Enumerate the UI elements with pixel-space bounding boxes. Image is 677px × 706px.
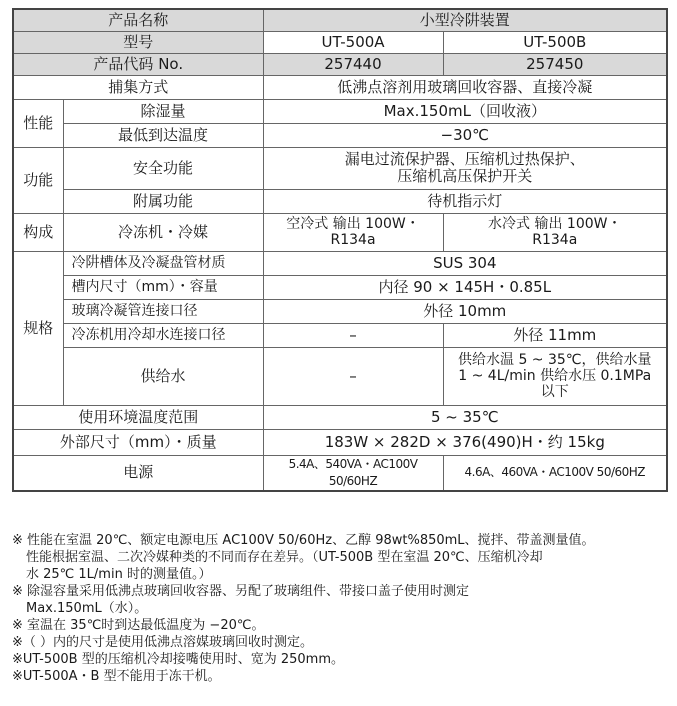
table-row bbox=[13, 53, 667, 75]
water-label: 供给水 bbox=[63, 347, 263, 405]
material-value: SUS 304 bbox=[263, 251, 667, 275]
power-a: 5.4A、540VA・AC100V 50/60HZ bbox=[263, 455, 443, 491]
function-label: 功能 bbox=[13, 147, 63, 213]
accessory-value: 待机指示灯 bbox=[263, 189, 667, 213]
footnote: 水 25℃ 1L/min 时的测量值。） bbox=[26, 567, 212, 582]
footnote: ※ 室温在 35℃时到达最低温度为 −20℃。 bbox=[12, 618, 265, 633]
table-row bbox=[13, 299, 667, 323]
table-row bbox=[13, 275, 667, 299]
footnote: ※ 性能在室温 20℃、额定电源电压 AC100V 50/60Hz、乙醇 98wt%850mL、搅拌、带盖测量值。 bbox=[12, 533, 595, 548]
refrig-b bbox=[443, 213, 667, 251]
table-row bbox=[13, 455, 667, 491]
refrig-b-line: R134a bbox=[532, 232, 578, 248]
table-row bbox=[13, 323, 667, 347]
table-row bbox=[13, 189, 667, 213]
cooling-label: 冷冻机用冷却水连接口径 bbox=[63, 323, 263, 347]
product-name: 小型冷阱装置 bbox=[263, 9, 667, 31]
power-label: 电源 bbox=[13, 455, 263, 491]
env-label: 使用环境温度范围 bbox=[13, 405, 263, 429]
glass-value: 外径 10mm bbox=[263, 299, 667, 323]
table-row bbox=[13, 405, 667, 429]
material-label: 冷阱槽体及冷凝盘管材质 bbox=[63, 251, 263, 275]
refrig-a-line: 空冷式 输出 100W・ bbox=[286, 216, 420, 232]
safety-line: 压缩机高压保护开关 bbox=[397, 167, 533, 185]
table-row bbox=[13, 31, 667, 53]
min-temp-value: −30℃ bbox=[263, 123, 667, 147]
tank-label: 槽内尺寸（mm）・容量 bbox=[63, 275, 263, 299]
table-row bbox=[13, 251, 667, 275]
water-b-line: 1 ~ 4L/min 供给水压 0.1MPa bbox=[458, 368, 652, 384]
table-row bbox=[13, 123, 667, 147]
spec-table bbox=[12, 8, 668, 492]
water-a: – bbox=[263, 347, 443, 405]
table-row bbox=[13, 99, 667, 123]
table-row bbox=[13, 213, 667, 251]
env-value: 5 ~ 35℃ bbox=[263, 405, 667, 429]
footnote: ※（ ）内的尺寸是使用低沸点溶媒玻璃回收时测定。 bbox=[12, 635, 314, 650]
size-label: 外部尺寸（mm）・质量 bbox=[13, 429, 263, 455]
capture-label: 捕集方式 bbox=[13, 75, 263, 99]
dehumid-label: 除湿量 bbox=[63, 99, 263, 123]
footnote: 性能根据室温、二次冷媒种类的不同而存在差异。（UT-500B 型在室温 20℃、压缩机冷却 bbox=[26, 550, 543, 565]
table-row bbox=[13, 75, 667, 99]
cooling-b: 外径 11mm bbox=[443, 323, 667, 347]
glass-label: 玻璃冷凝管连接口径 bbox=[63, 299, 263, 323]
water-b bbox=[443, 347, 667, 405]
code-a: 257440 bbox=[263, 53, 443, 75]
footnote: ※UT-500A・B 型不能用于冻干机。 bbox=[12, 669, 221, 684]
size-value: 183W × 282D × 376(490)H・约 15kg bbox=[263, 429, 667, 455]
dehumid-value: Max.150mL（回收液） bbox=[263, 99, 667, 123]
model-b: UT-500B bbox=[443, 31, 667, 53]
accessory-label: 附属功能 bbox=[63, 189, 263, 213]
code-label: 产品代码 No. bbox=[13, 53, 263, 75]
min-temp-label: 最低到达温度 bbox=[63, 123, 263, 147]
water-b-line: 供给水温 5 ~ 35℃，供给水量 bbox=[458, 352, 652, 368]
cooling-a: – bbox=[263, 323, 443, 347]
safety-line: 漏电过流保护器、压缩机过热保护、 bbox=[344, 150, 585, 168]
model-a: UT-500A bbox=[263, 31, 443, 53]
tank-value: 内径 90 × 145H・0.85L bbox=[263, 275, 667, 299]
footnote: ※UT-500B 型的压缩机冷却接嘴使用时、宽为 250mm。 bbox=[12, 652, 344, 667]
water-b-line: 以下 bbox=[540, 384, 569, 400]
power-b: 4.6A、460VA・AC100V 50/60HZ bbox=[443, 455, 667, 491]
refrig-label: 冷冻机・冷媒 bbox=[63, 213, 263, 251]
structure-label: 构成 bbox=[13, 213, 63, 251]
product-name-label: 产品名称 bbox=[13, 9, 263, 31]
table-row bbox=[13, 429, 667, 455]
spec-label: 规格 bbox=[13, 251, 63, 405]
refrig-a bbox=[263, 213, 443, 251]
footnote: ※ 除湿容量采用低沸点玻璃回收容器、另配了玻璃组件、带接口盖子使用时测定 bbox=[12, 584, 470, 599]
capture-value: 低沸点溶剂用玻璃回收容器、直接冷凝 bbox=[263, 75, 667, 99]
footnote: Max.150mL（水）。 bbox=[26, 601, 148, 616]
performance-label: 性能 bbox=[13, 99, 63, 147]
table-row bbox=[13, 347, 667, 405]
code-b: 257450 bbox=[443, 53, 667, 75]
refrig-a-line: R134a bbox=[330, 232, 376, 248]
refrig-b-line: 水冷式 输出 100W・ bbox=[488, 216, 622, 232]
table-row bbox=[13, 147, 667, 189]
model-label: 型号 bbox=[13, 31, 263, 53]
table-row bbox=[13, 9, 667, 31]
safety-value bbox=[263, 147, 667, 189]
footnotes bbox=[12, 532, 666, 685]
safety-label: 安全功能 bbox=[63, 147, 263, 189]
